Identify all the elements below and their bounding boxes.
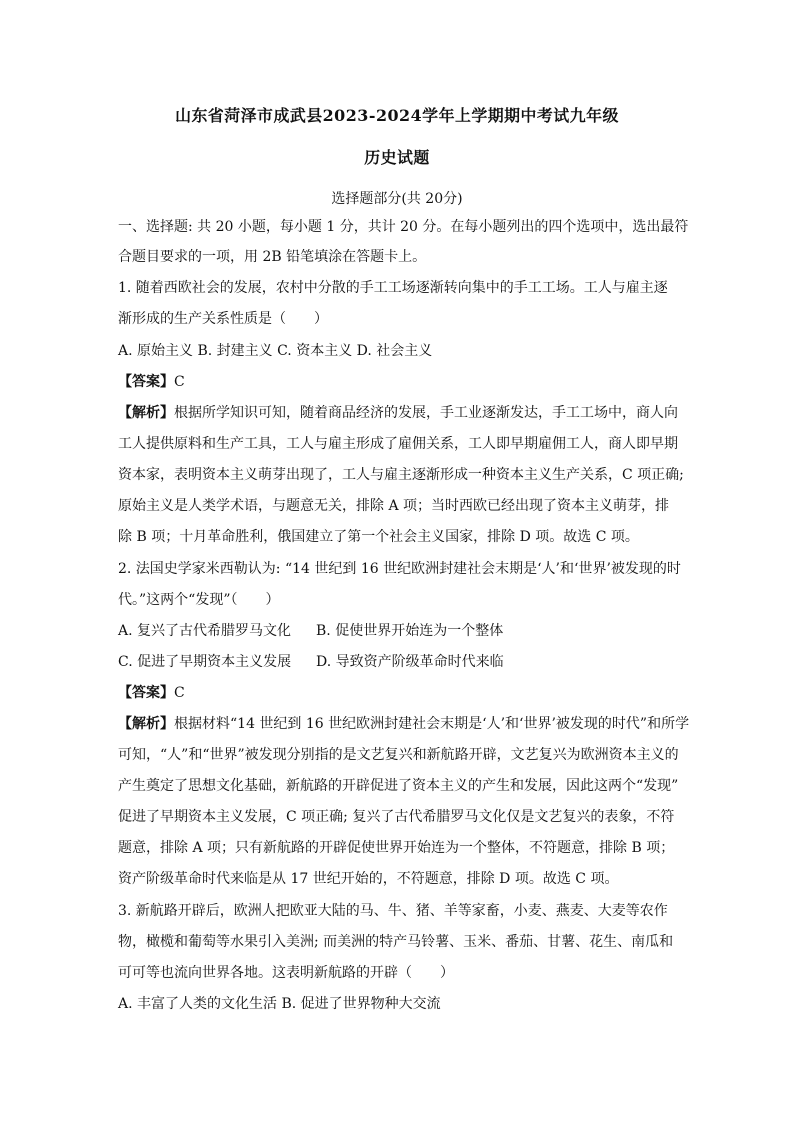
q2-option-a: A. 复兴了古代希腊罗马文化 [118, 623, 292, 639]
q1-analysis-line: 工人提供原料和生产工具，工人与雇主形成了雇佣关系，工人即早期雇佣工人，商人即早期 [118, 436, 678, 452]
answer-label: 【答案】 [118, 685, 174, 701]
instructions-line: 一、选择题: 共 20 小题，每小题 1 分，共计 20 分。在每小题列出的四个选项中，选出最符 [118, 219, 689, 235]
exam-subject-title: 历史试题 [364, 148, 430, 167]
q2-analysis-line: 产生奠定了思想文化基础，新航路的开辟促进了资本主义的产生和发展，因此这两个“发现” [118, 778, 679, 794]
q2-option-c: C. 促进了早期资本主义发展 [118, 654, 292, 670]
answer-value: C [174, 374, 185, 390]
q1-answer [118, 373, 185, 391]
q1-stem-line: 渐形成的生产关系性质是（ ） [118, 311, 328, 327]
q2-option-b: B. 促使世界开始连为一个整体 [316, 623, 504, 639]
q3-stem-line: 物，橄榄和葡萄等水果引入美洲; 而美洲的特产马铃薯、玉米、番茄、甘薯、花生、南瓜和 [118, 934, 674, 950]
q1-options: A. 原始主义 B. 封建主义 C. 资本主义 D. 社会主义 [118, 343, 433, 359]
q2-stem-line: 2. 法国史学家米西勒认为: “14 世纪到 16 世纪欧洲封建社会末期是‘人’和‘世界’被发现的时 [118, 561, 681, 577]
q1-analysis-line [118, 404, 678, 422]
answer-value: C [174, 685, 185, 701]
q3-options: A. 丰富了人类的文化生活 B. 促进了世界物种大交流 [118, 996, 441, 1012]
analysis-text: 根据所学知识可知，随着商品经济的发展，手工业逐渐发达，手工工场中，商人向 [174, 405, 678, 421]
section-header: 选择题部分(共 20分) [331, 191, 463, 207]
q2-analysis-line: 可知，“人”和“世界”被发现分别指的是文艺复兴和新航路开辟，文艺复兴为欧洲资本主义的 [118, 747, 679, 763]
q2-analysis-line: 题意，排除 A 项；只有新航路的开辟促使世界开始连为一个整体，不符题意，排除 B 项； [118, 840, 675, 856]
q2-analysis-line: 资产阶级革命时代来临是从 17 世纪开始的，不符题意，排除 D 项。故选 C 项。 [118, 871, 619, 887]
q3-stem-line: 可可等也流向世界各地。这表明新航路的开辟（ ） [118, 965, 454, 981]
q2-answer [118, 684, 185, 702]
instructions-line: 合题目要求的一项，用 2B 铅笔填涂在答题卡上。 [118, 249, 427, 265]
analysis-label: 【解析】 [118, 716, 174, 732]
q2-stem-line: 代。”这两个“发现”（ ） [118, 592, 280, 608]
q1-analysis-line: 除 B 项；十月革命胜利，俄国建立了第一个社会主义国家，排除 D 项。故选 C 项。 [118, 529, 639, 545]
q2-option-d: D. 导致资产阶级革命时代来临 [316, 654, 504, 670]
analysis-text: 根据材料“14 世纪到 16 世纪欧洲封建社会末期是‘人’和‘世界’被发现的时代”和所学 [174, 716, 690, 732]
q1-stem-line: 1. 随着西欧社会的发展，农村中分散的手工工场逐渐转向集中的手工工场。工人与雇主逐 [118, 280, 668, 296]
q3-stem-line: 3. 新航路开辟后，欧洲人把欧亚大陆的马、牛、猪、羊等家畜，小麦、燕麦、大麦等农作 [118, 903, 668, 919]
q2-analysis-line: 促进了早期资本主义发展，C 项正确; 复兴了古代希腊罗马文化仅是文艺复兴的表象，不符 [118, 809, 675, 825]
exam-title: 山东省菏泽市成武县2023-2024学年上学期期中考试九年级 [175, 106, 619, 125]
answer-label: 【答案】 [118, 374, 174, 390]
q1-analysis-line: 原始主义是人类学术语，与题意无关，排除 A 项；当时西欧已经出现了资本主义萌芽，排 [118, 498, 670, 514]
q2-analysis-line [118, 715, 689, 733]
analysis-label: 【解析】 [118, 405, 174, 421]
q1-analysis-line: 资本家，表明资本主义萌芽出现了，工人与雇主逐渐形成一种资本主义生产关系，C 项正确; [118, 467, 684, 483]
